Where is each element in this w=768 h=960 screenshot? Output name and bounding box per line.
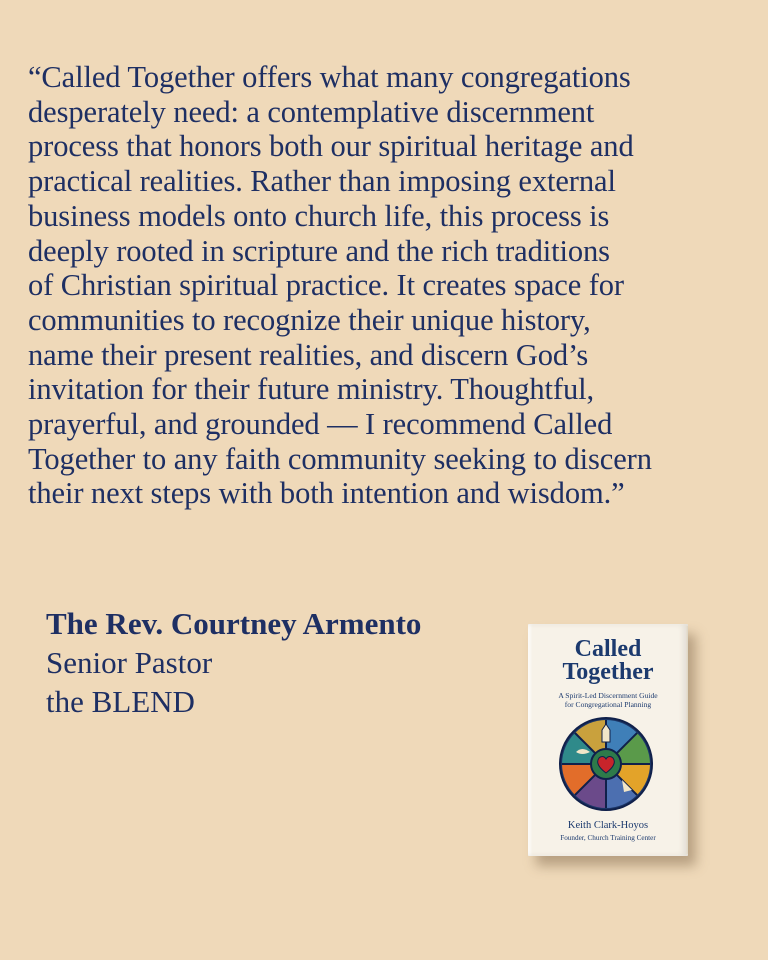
- quote-line: prayerful, and grounded — I recommend Called: [28, 407, 613, 442]
- quote-line: “Called Together offers what many congregations: [28, 60, 631, 94]
- quote-line: Together to any faith community seeking to discern: [28, 441, 652, 476]
- endorser-role: Senior Pastor: [46, 645, 213, 680]
- book-title: [528, 638, 688, 684]
- quote-line: business models onto church life, this process is: [28, 198, 610, 233]
- quote-line: their next steps with both intention and wisdom.”: [28, 476, 625, 511]
- endorser-organization: the BLEND: [46, 684, 195, 719]
- quote-line: communities to recognize their unique history,: [28, 302, 591, 337]
- quote-line: desperately need: a contemplative discernment: [28, 94, 595, 129]
- endorsement-quote: [28, 60, 758, 511]
- quote-line: invitation for their future ministry. Thoughtful,: [28, 372, 595, 407]
- quote-line: process that honors both our spiritual heritage and: [28, 129, 634, 164]
- book-author-role: Founder, Church Training Center: [560, 834, 656, 842]
- endorser-name: The Rev. Courtney Armento: [46, 606, 422, 641]
- quote-line: practical realities. Rather than imposing external: [28, 164, 616, 199]
- book-subtitle: [528, 691, 688, 709]
- book-cover: [528, 624, 688, 856]
- book-subtitle-line: A Spirit-Led Discernment Guide: [558, 691, 658, 700]
- stained-glass-emblem-icon: [558, 716, 654, 812]
- book-subtitle-line: for Congregational Planning: [564, 700, 652, 709]
- book-title-line: Together: [562, 659, 654, 685]
- attribution: [46, 604, 421, 721]
- book-page-edge: [686, 626, 688, 854]
- book-author: Keith Clark-Hoyos: [567, 820, 649, 831]
- quote-line: name their present realities, and discern God’s: [28, 337, 589, 372]
- book-cover-image: [528, 624, 694, 862]
- quote-line: of Christian spiritual practice. It creates space for: [28, 268, 624, 303]
- book-title-line: Called: [574, 636, 642, 662]
- quote-line: deeply rooted in scripture and the rich traditions: [28, 233, 610, 268]
